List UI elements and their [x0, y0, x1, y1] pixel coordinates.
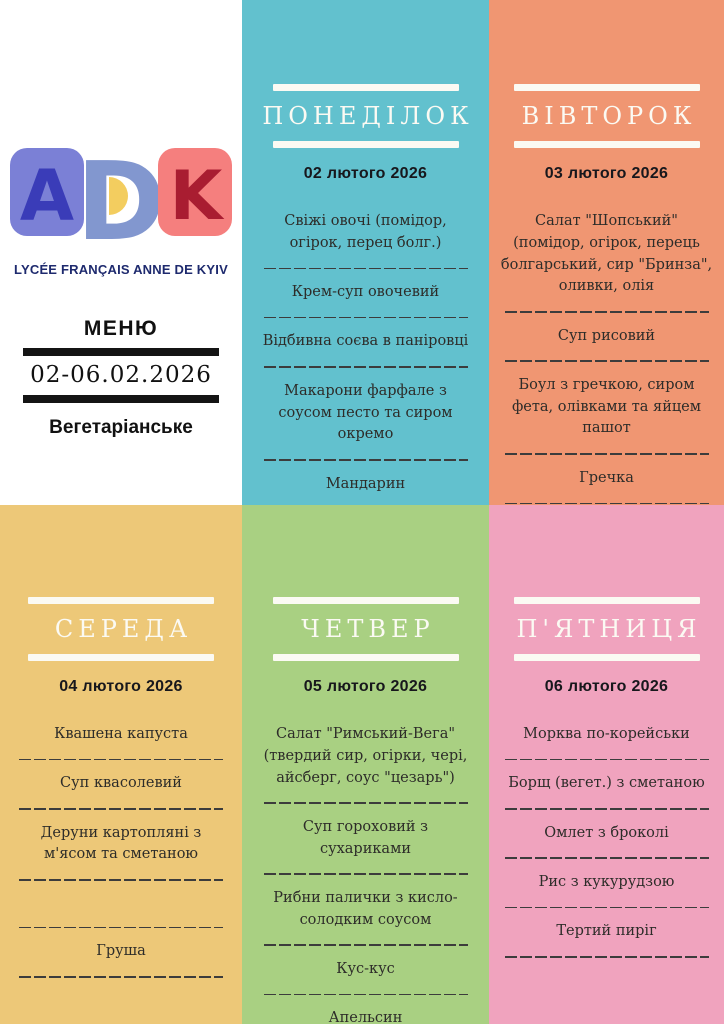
menu-item-empty	[13, 894, 229, 914]
item-separator	[264, 802, 468, 804]
header-rule-bottom	[273, 654, 459, 661]
info-panel	[0, 0, 242, 505]
menu-item: Боул з гречкою, сиром фета, олівками та яйцем пашот	[511, 376, 702, 437]
menu-item: Апельсин	[328, 1010, 403, 1024]
day-title: П'ЯТНИЦЯ	[516, 615, 702, 643]
menu-item: Крем-суп овочевий	[291, 284, 440, 301]
menu-item: Суп квасолевий	[60, 775, 182, 792]
logo-letter-a: A	[19, 155, 75, 237]
item-separator	[505, 311, 709, 313]
menu-item: Рибни палички з кисло-солодким соусом	[273, 889, 458, 928]
day-panel-wednesday	[0, 505, 242, 1024]
menu-item: Рис з кукурудзою	[538, 874, 675, 891]
header-rule-bottom	[273, 141, 459, 148]
item-separator	[264, 944, 468, 946]
menu-list	[242, 211, 489, 510]
item-separator	[505, 360, 709, 362]
menu-item: Суп гороховий з сухариками	[302, 818, 429, 857]
menu-item: Тертий пиріг	[556, 923, 657, 940]
menu-list	[489, 211, 724, 553]
header-rule-top	[514, 84, 700, 91]
divider-rule-bottom	[23, 395, 219, 403]
item-separator	[264, 268, 468, 270]
menu-item: Салат "Шопський" (помідор, огірок, перець болгарський, сир "Бринза", оливки, олія	[500, 213, 713, 295]
menu-item: Борщ (вегет.) з сметаною	[508, 775, 705, 792]
menu-item: Салат "Римський-Вега" (твердий сир, огірки, чері, айсберг, соус "цезарь")	[263, 726, 468, 786]
item-separator	[505, 857, 709, 859]
menu-item: Свіжі овочі (помідор, огірок, перец болг.)	[284, 213, 447, 251]
header-rule-top	[273, 84, 459, 91]
item-separator	[19, 759, 223, 761]
header-rule-top	[273, 597, 459, 604]
day-date: 05 лютого 2026	[303, 678, 428, 695]
item-separator	[505, 453, 709, 455]
item-separator	[19, 879, 223, 881]
school-name: LYCÉE FRANÇAIS ANNE DE KYIV	[14, 262, 228, 277]
item-separator	[505, 907, 709, 909]
menu-item: Мандарин	[325, 475, 406, 492]
item-separator	[505, 759, 709, 761]
day-title: ПОНЕДІЛОК	[262, 102, 474, 130]
week-range: 02-06.02.2026	[30, 362, 212, 388]
item-separator	[264, 366, 468, 368]
day-date: 06 лютого 2026	[544, 678, 669, 695]
item-separator	[505, 808, 709, 810]
item-separator	[264, 317, 468, 319]
menu-list	[0, 724, 242, 978]
adk-logo	[8, 144, 234, 260]
menu-item: Квашена капуста	[54, 726, 188, 742]
menu-item: Груша	[96, 943, 146, 960]
menu-item: Гречка	[579, 469, 634, 486]
header-rule-bottom	[514, 141, 700, 148]
logo-letter-k: K	[169, 157, 223, 236]
menu-item: Кус-кус	[336, 961, 395, 978]
item-separator	[264, 459, 468, 461]
menu-list	[242, 724, 489, 1024]
day-date: 03 лютого 2026	[544, 165, 669, 182]
day-title: ЧЕТВЕР	[301, 615, 435, 643]
menu-list	[489, 724, 724, 958]
menu-item: Відбивна соєва в паніровці	[262, 333, 469, 350]
header-rule-bottom	[28, 654, 214, 661]
day-date: 04 лютого 2026	[59, 678, 183, 695]
item-separator	[505, 503, 709, 505]
day-title: ВІВТОРОК	[521, 102, 697, 130]
menu-item: Суп рисовий	[557, 327, 656, 344]
divider-rule-top	[23, 348, 219, 356]
item-separator	[505, 956, 709, 958]
header-rule-bottom	[514, 654, 700, 661]
menu-type: Вегетаріанське	[49, 417, 193, 438]
item-separator	[19, 808, 223, 810]
menu-title: МЕНЮ	[83, 317, 159, 340]
menu-item: Омлет з броколі	[544, 824, 669, 841]
item-separator	[264, 873, 468, 875]
day-title: СЕРЕДА	[54, 615, 193, 643]
day-panel-tuesday	[489, 0, 724, 505]
day-panel-friday	[489, 505, 724, 1024]
item-separator	[19, 976, 223, 978]
menu-item: Морква по-корейськи	[523, 726, 690, 742]
menu-item: Деруни картопляні з м'ясом та сметаною	[40, 824, 202, 863]
day-panel-thursday	[242, 505, 489, 1024]
day-panel-monday	[242, 0, 489, 505]
menu-item: Макарони фарфале з соусом песто та сиром окремо	[278, 382, 453, 443]
item-separator	[264, 994, 468, 996]
header-rule-top	[514, 597, 700, 604]
day-date: 02 лютого 2026	[303, 165, 428, 182]
item-separator	[19, 927, 223, 929]
header-rule-top	[28, 597, 214, 604]
